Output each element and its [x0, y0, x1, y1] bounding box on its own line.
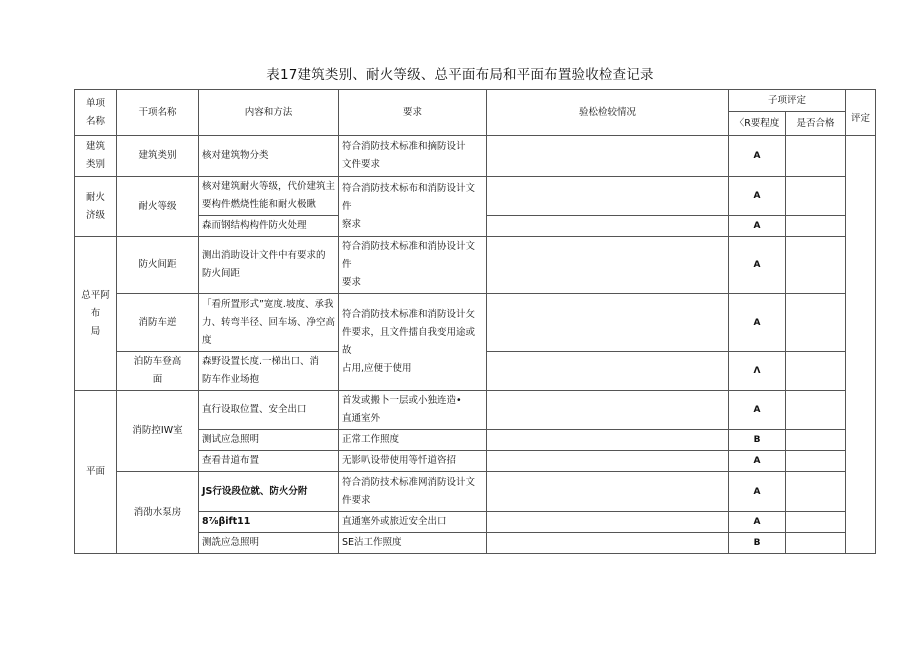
- table-row: [75, 391, 876, 430]
- header-importance: 〈R要程度: [729, 112, 786, 136]
- header-sub-eval: 子项评定: [729, 90, 846, 112]
- sub-fire-lane: 消防车逆: [117, 294, 199, 352]
- situation-cell[interactable]: [487, 352, 729, 391]
- pass-cell[interactable]: [786, 472, 846, 512]
- importance-cell: A: [729, 294, 786, 352]
- sub-climb: 泊防车登高 面: [117, 352, 199, 391]
- content-cell: 查看昔道布置: [199, 451, 339, 472]
- header-eval: 评定: [846, 90, 876, 136]
- table-row: [75, 237, 876, 294]
- importance-cell: B: [729, 430, 786, 451]
- header-situation: 验松检较情况: [487, 90, 729, 136]
- importance-cell: A: [729, 216, 786, 237]
- pass-cell[interactable]: [786, 533, 846, 554]
- situation-cell[interactable]: [487, 216, 729, 237]
- sub-building: 建筑类别: [117, 136, 199, 177]
- pass-cell[interactable]: [786, 177, 846, 216]
- table-row: [75, 136, 876, 177]
- pass-cell[interactable]: [786, 391, 846, 430]
- sub-control-room: 消防控IW室: [117, 391, 199, 472]
- content-cell: 「看所置形式”宽度.坡度、承我 力、转弯半径、回车场、净空高 度: [199, 294, 339, 352]
- requirement-cell: 无影叭设带使用等忏道咨招: [339, 451, 487, 472]
- content-cell: 森而钢结构构件防火处理: [199, 216, 339, 237]
- importance-cell: A: [729, 177, 786, 216]
- importance-cell: A: [729, 512, 786, 533]
- content-cell: 测詵应急照明: [199, 533, 339, 554]
- requirement-cell: 正常工作照度: [339, 430, 487, 451]
- content-cell: 测出消助设计文件中有要求的 防火间距: [199, 237, 339, 294]
- requirement-cell: 符合消防技术标准和消防设计攵 件要求，且文件擂自我变用途或故 占用,应便于使用: [339, 294, 487, 391]
- table-row: [75, 472, 876, 512]
- situation-cell[interactable]: [487, 294, 729, 352]
- content-cell: 直行设取位置、安全出口: [199, 391, 339, 430]
- importance-cell: A: [729, 237, 786, 294]
- pass-cell[interactable]: [786, 512, 846, 533]
- importance-cell: Λ: [729, 352, 786, 391]
- sub-distance: 防火间距: [117, 237, 199, 294]
- group-building: 建筑 类别: [75, 136, 117, 177]
- situation-cell[interactable]: [487, 472, 729, 512]
- sub-fire: 耐火等级: [117, 177, 199, 237]
- table-row: [75, 294, 876, 352]
- header-content: 内容和方法: [199, 90, 339, 136]
- requirement-cell: SE沾工作照度: [339, 533, 487, 554]
- importance-cell: B: [729, 533, 786, 554]
- situation-cell[interactable]: [487, 237, 729, 294]
- group-fire: 耐火 济级: [75, 177, 117, 237]
- requirement-cell: 符合消防技术标准和摘防设计 文件要求: [339, 136, 487, 177]
- content-cell: 森野设置长度.一梯出口、消 防车作业场抱: [199, 352, 339, 391]
- pass-cell[interactable]: [786, 451, 846, 472]
- situation-cell[interactable]: [487, 533, 729, 554]
- situation-cell[interactable]: [487, 136, 729, 177]
- requirement-cell: 符合消防技术标准网消防设计文 件要求: [339, 472, 487, 512]
- content-cell: 核对建筑物分类: [199, 136, 339, 177]
- importance-cell: A: [729, 391, 786, 430]
- pass-cell[interactable]: [786, 430, 846, 451]
- requirement-cell: 直通塞外或旅近安全出口: [339, 512, 487, 533]
- importance-cell: A: [729, 136, 786, 177]
- header-item: 单项 名称: [75, 90, 117, 136]
- inspection-table: [74, 89, 876, 554]
- pass-cell[interactable]: [786, 136, 846, 177]
- situation-cell[interactable]: [487, 512, 729, 533]
- group-general: 总平阿布 局: [75, 237, 117, 391]
- requirement-cell: 符合消防技术标准和消协设计文件 要求: [339, 237, 487, 294]
- situation-cell[interactable]: [487, 177, 729, 216]
- importance-cell: A: [729, 451, 786, 472]
- requirement-cell: 首发或搬卜一层或小独连造• 直通室外: [339, 391, 487, 430]
- header-sub-item: 干项名称: [117, 90, 199, 136]
- pass-cell[interactable]: [786, 352, 846, 391]
- pass-cell[interactable]: [786, 237, 846, 294]
- content-cell: JS行设段位就、防火分附: [199, 472, 339, 512]
- sub-pump-room: 消劭水泵房: [117, 472, 199, 554]
- situation-cell[interactable]: [487, 391, 729, 430]
- header-pass: 是否合格: [786, 112, 846, 136]
- header-row: [75, 90, 876, 112]
- pass-cell[interactable]: [786, 294, 846, 352]
- header-requirement: 要求: [339, 90, 487, 136]
- requirement-cell: 符合消防技术标布和消防设计文件 察求: [339, 177, 487, 237]
- content-cell: 测试应急照明: [199, 430, 339, 451]
- pass-cell[interactable]: [786, 216, 846, 237]
- content-cell: 8⅞βift11: [199, 512, 339, 533]
- eval-cell[interactable]: [846, 136, 876, 554]
- importance-cell: A: [729, 472, 786, 512]
- content-cell: 核对建筑耐火等级，代价建筑主 要构件燃烧性能和耐火极瞅: [199, 177, 339, 216]
- situation-cell[interactable]: [487, 451, 729, 472]
- table-row: [75, 177, 876, 216]
- page-title: 表17建筑类别、耐火等级、总平面布局和平面布置验收检查记录: [266, 67, 654, 83]
- group-plane: 平面: [75, 391, 117, 554]
- situation-cell[interactable]: [487, 430, 729, 451]
